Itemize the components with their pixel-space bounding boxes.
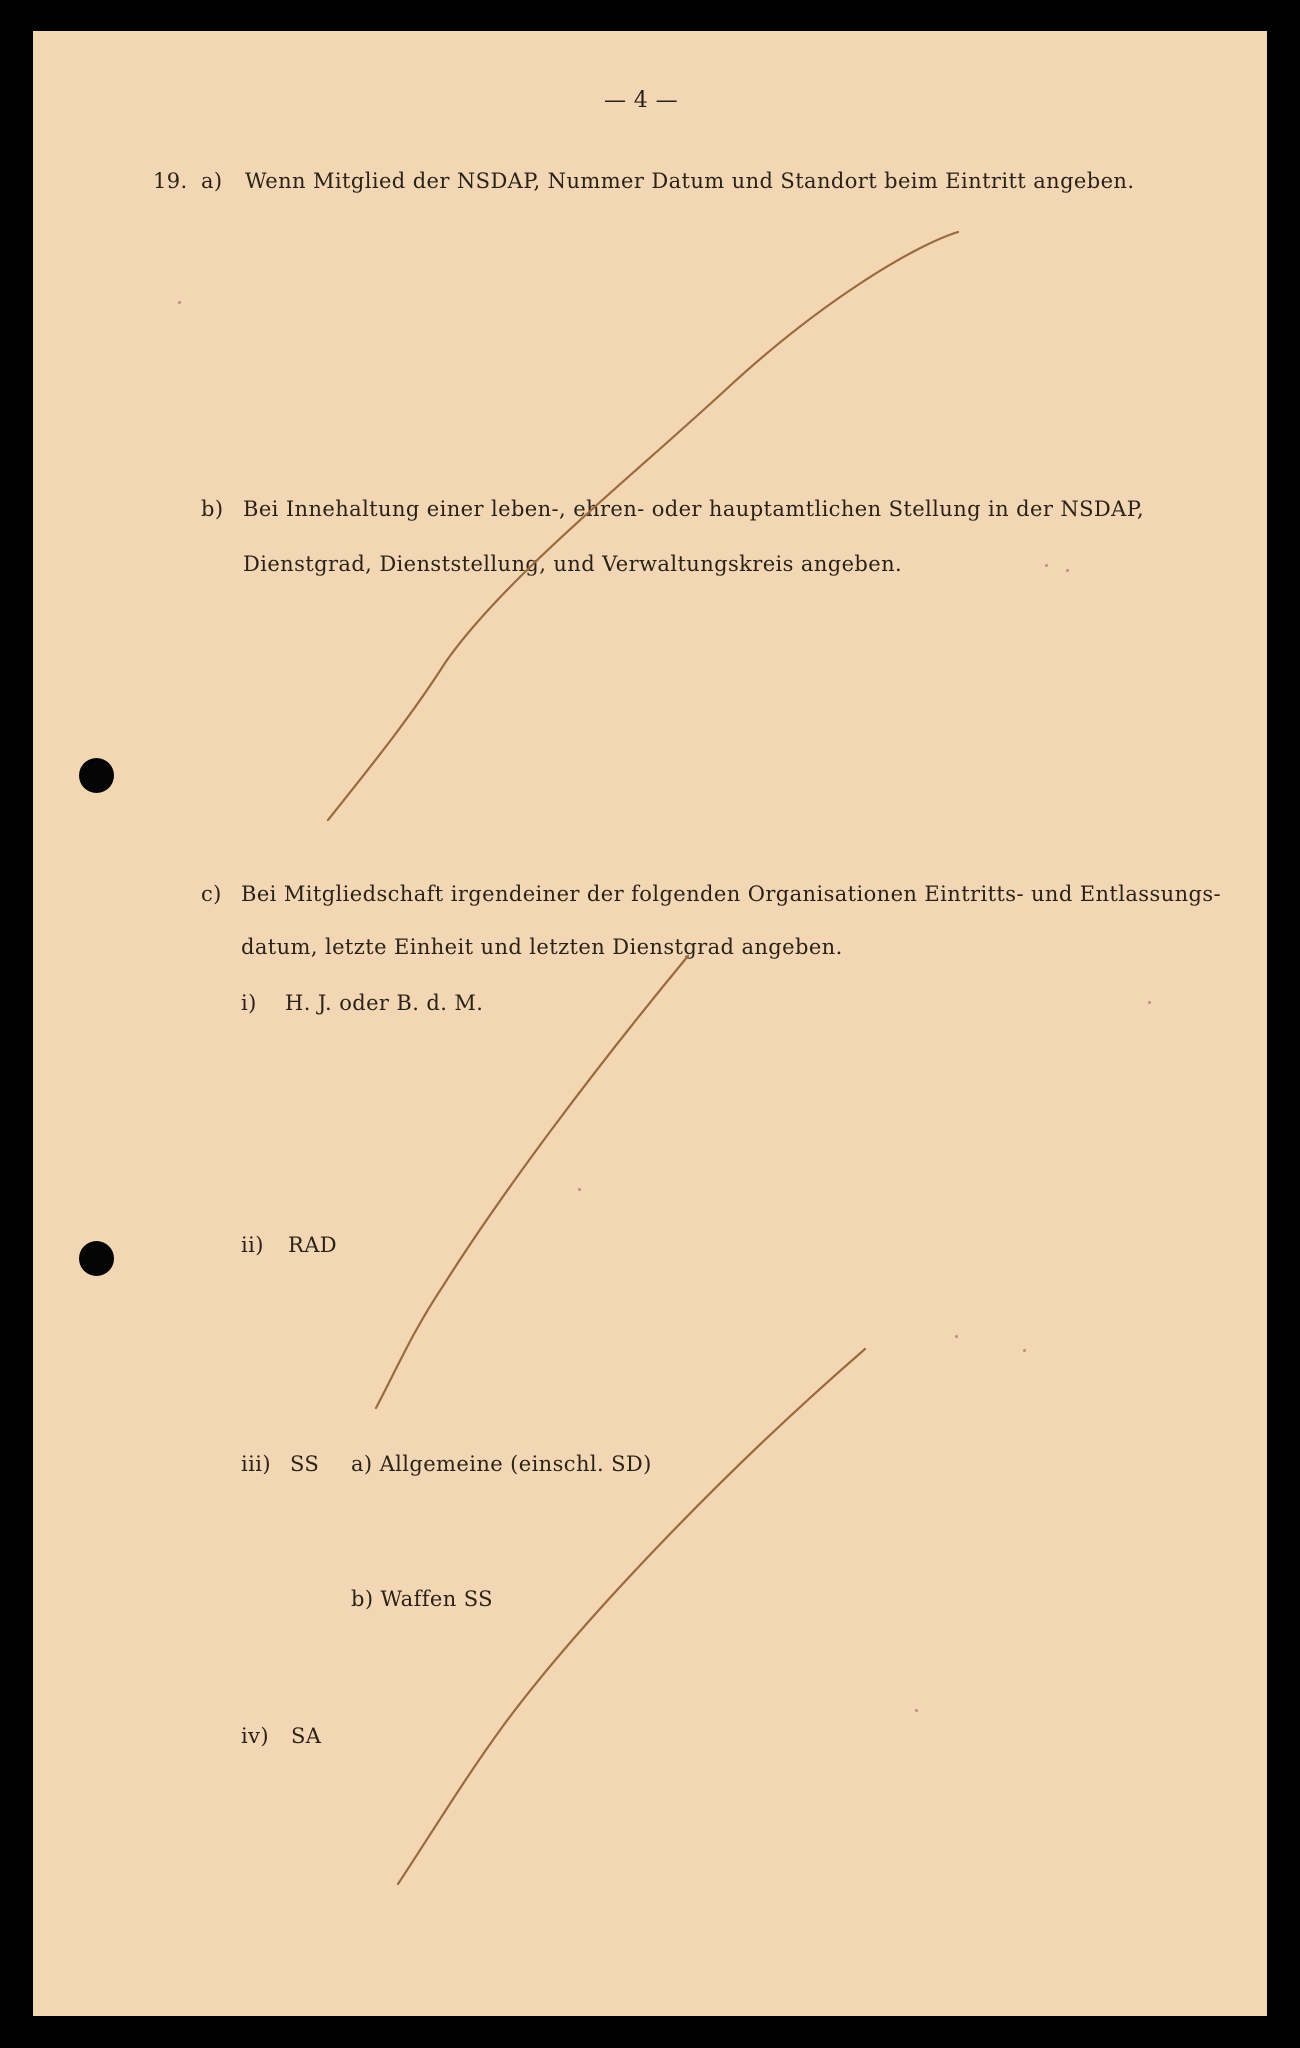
item-iv-marker: iv) <box>241 1724 269 1748</box>
question-number: 19. <box>153 169 188 193</box>
page-number: — 4 — <box>604 88 678 113</box>
q19b-line1: Bei Innehaltung einer leben-, ehren- oder hauptamtlichen Stellung in der NSDAP, <box>243 497 1145 521</box>
paper-speck <box>1023 1349 1026 1352</box>
item-iii-sub-a: a) Allgemeine (einschl. SD) <box>351 1452 652 1476</box>
item-iii-sub-b: b) Waffen SS <box>351 1587 493 1611</box>
item-iii-label: SS <box>290 1452 320 1476</box>
strike-line-lower <box>398 1349 865 1884</box>
item-ii-marker: ii) <box>241 1233 264 1257</box>
paper-speck <box>578 1188 581 1191</box>
q19a-marker: a) <box>201 169 223 193</box>
q19c-line1: Bei Mitgliedschaft irgendeiner der folgenden Organisationen Eintritts- und Entlassungs- <box>241 882 1222 906</box>
item-i-marker: i) <box>241 991 257 1015</box>
strike-lines <box>33 31 1267 2016</box>
q19b-marker: b) <box>201 497 224 521</box>
q19b-line2: Dienstgrad, Dienststellung, und Verwaltungskreis angeben. <box>243 552 903 576</box>
paper-speck <box>1066 569 1069 572</box>
paper-speck <box>1148 1001 1151 1004</box>
document-page <box>33 31 1267 2016</box>
paper-speck <box>955 1335 958 1338</box>
strike-line-middle <box>376 956 688 1408</box>
q19a-text: Wenn Mitglied der NSDAP, Nummer Datum und Standort beim Eintritt angeben. <box>245 169 1135 193</box>
item-i-label: H. J. oder B. d. M. <box>285 991 484 1015</box>
q19c-line2: datum, letzte Einheit und letzten Dienstgrad angeben. <box>241 935 843 959</box>
strike-line-upper <box>328 232 958 820</box>
paper-speck <box>178 301 181 304</box>
item-iv-label: SA <box>291 1724 322 1748</box>
item-iii-marker: iii) <box>241 1452 271 1476</box>
q19c-marker: c) <box>201 882 222 906</box>
paper-speck <box>915 1709 918 1712</box>
paper-speck <box>1045 564 1048 567</box>
item-ii-label: RAD <box>288 1233 338 1257</box>
